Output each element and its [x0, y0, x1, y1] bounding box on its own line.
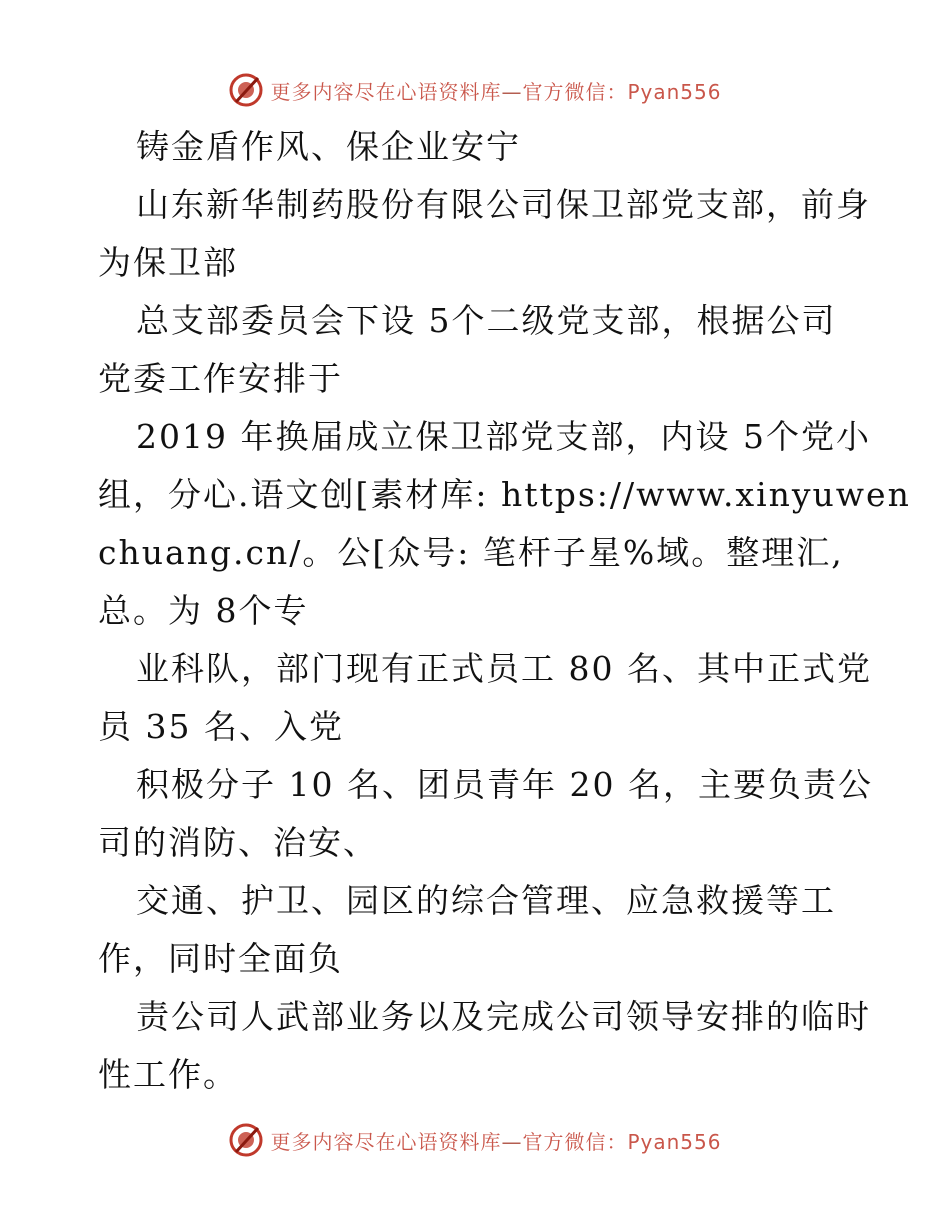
- document-body: [98, 118, 911, 1104]
- footer-slogan: 更多内容尽在心语资料库—官方微信：Pyan556: [270, 1129, 722, 1154]
- brush-logo-icon: [228, 1122, 264, 1158]
- paragraph-line: 责公司人武部业务以及完成公司领导安排的临时: [136, 997, 871, 1036]
- footer-banner: [0, 1120, 950, 1160]
- paragraph-line: 员 35 名、入党: [98, 707, 344, 746]
- brush-logo-icon: [228, 72, 264, 108]
- paragraph-line: 交通、护卫、园区的综合管理、应急救援等工: [136, 881, 836, 920]
- paragraph-line: 业科队，部门现有正式员工 80 名、其中正式党: [136, 649, 872, 688]
- paragraph-line: 为保卫部: [98, 243, 238, 282]
- paragraph-line: 总。为 8个专: [98, 591, 309, 630]
- document-title: 铸金盾作风、保企业安宁: [136, 127, 521, 166]
- paragraph-line: 2019 年换届成立保卫部党支部，内设 5个党小: [136, 417, 871, 456]
- paragraph-line: 司的消防、治安、: [98, 823, 378, 862]
- header-banner: [0, 70, 950, 110]
- paragraph-line: 积极分子 10 名、团员青年 20 名，主要负责公: [136, 765, 873, 804]
- paragraph-line: chuang.cn/。公[众号: 笔杆子星%域。整理汇,: [98, 533, 844, 572]
- paragraph-line: 党委工作安排于: [98, 359, 343, 398]
- paragraph-line: 性工作。: [98, 1055, 238, 1094]
- header-slogan: 更多内容尽在心语资料库—官方微信：Pyan556: [270, 79, 722, 104]
- paragraph-line: 山东新华制药股份有限公司保卫部党支部，前身: [136, 185, 871, 224]
- paragraph-line: 组，分心.语文创[素材库: https://www.xinyuwen: [98, 475, 911, 514]
- paragraph-line: 作，同时全面负: [98, 939, 343, 978]
- paragraph-line: 总支部委员会下设 5个二级党支部，根据公司: [136, 301, 837, 340]
